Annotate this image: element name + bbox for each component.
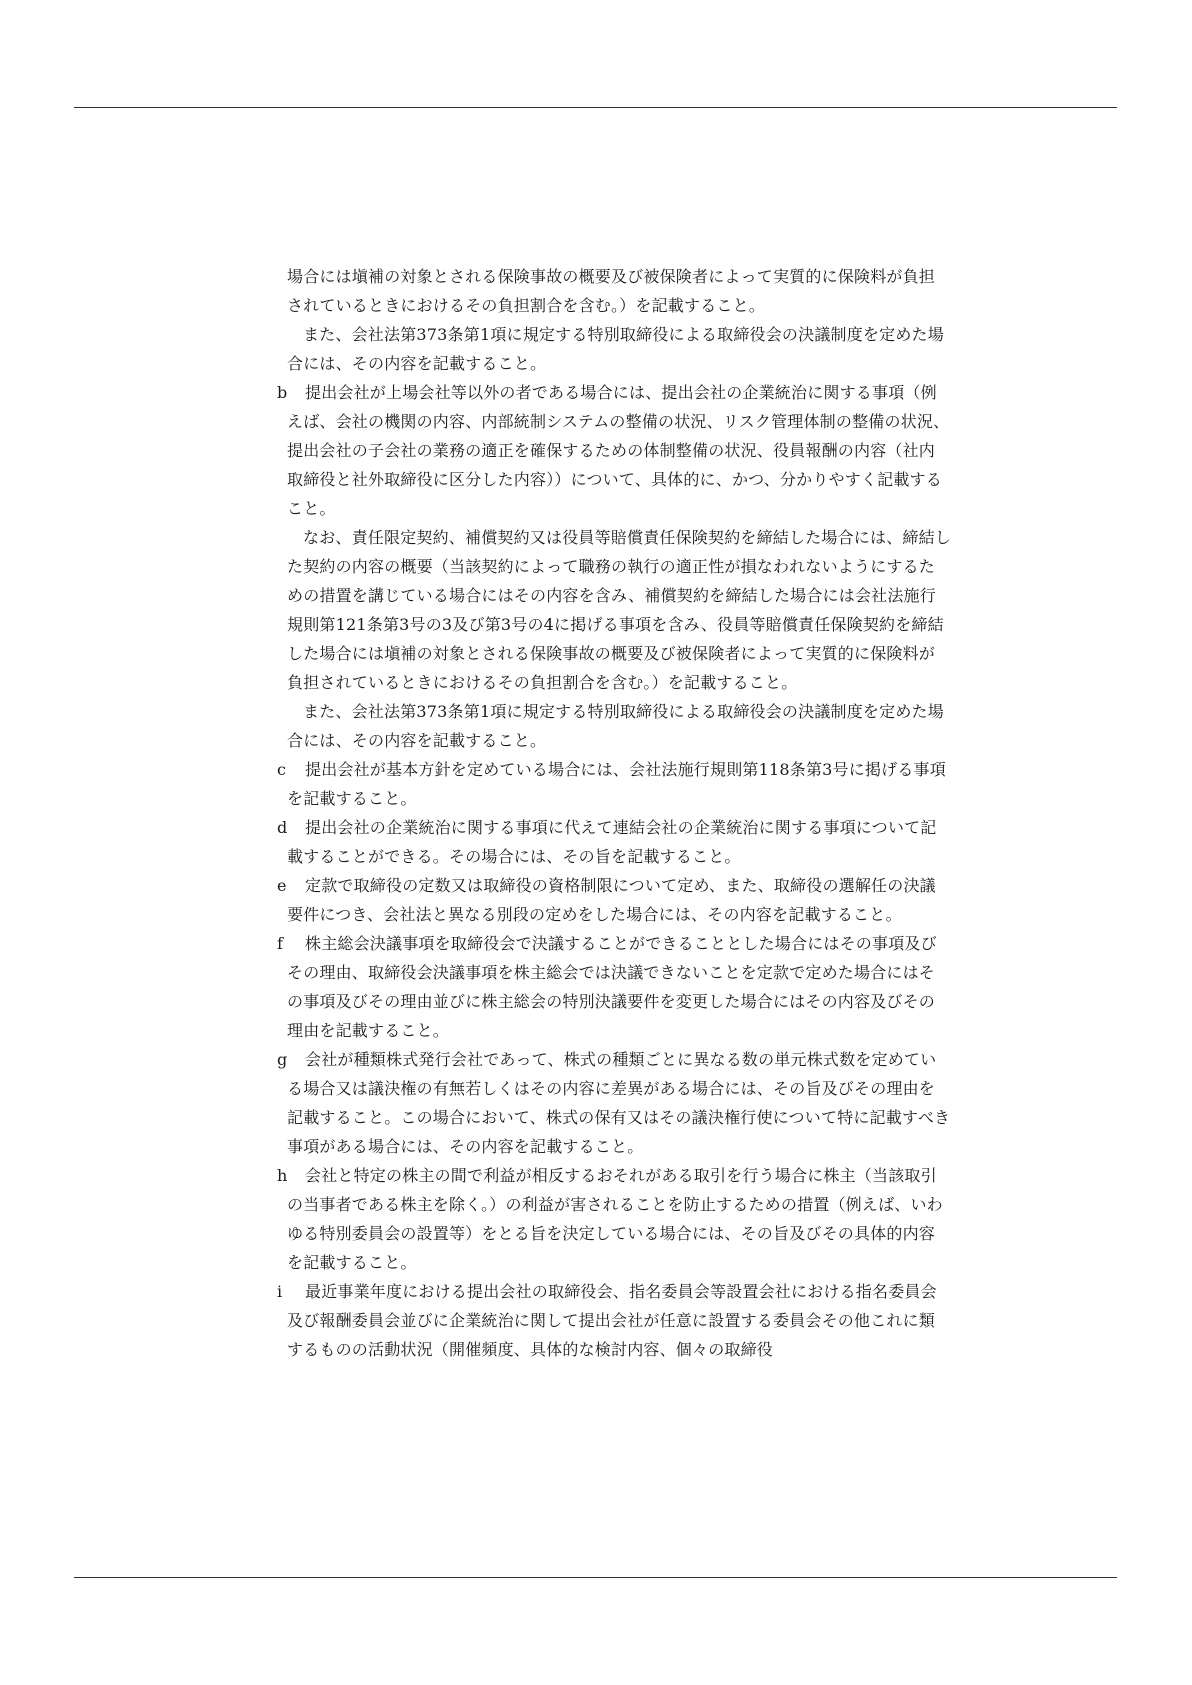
list-item-text: 定款で取締役の定数又は取締役の資格制限について定め、また、取締役の選解任の決議要件につき、会社法と異なる別段の定めをした場合には、その内容を記載すること。 — [287, 876, 936, 924]
list-item-e — [277, 871, 951, 929]
list-item-text: 株主総会決議事項を取締役会で決議することができることとした場合にはその事項及びその理由、取締役会決議事項を株主総会では決議できないことを定款で定めた場合にはその事項及びその理由並びに株主総会の特別決議要件を変更した場合にはその内容及びその理由を記載すること。 — [287, 934, 937, 1040]
list-item-f — [277, 929, 951, 1045]
list-item-text: 提出会社が上場会社等以外の者である場合には、提出会社の企業統治に関する事項（例えば、会社の機関の内容、内部統制システムの整備の状況、リスク管理体制の整備の状況、提出会社の子会社の業務の適正を確保するための体制整備の状況、役員報酬の内容（社内取締役と社外取締役に区分した内容））について、具体的に、かつ、分かりやすく記載すること。 — [287, 383, 950, 518]
list-item-text: 提出会社の企業統治に関する事項に代えて連結会社の企業統治に関する事項について記載することができる。その場合には、その旨を記載すること。 — [287, 818, 937, 866]
footer-rule — [74, 1577, 1117, 1578]
list-item-b — [277, 378, 951, 523]
header-rule — [74, 107, 1117, 108]
list-item-text: 提出会社が基本方針を定めている場合には、会社法施行規則第118条第3号に掲げる事項を記載すること。 — [287, 760, 946, 808]
indented-paragraph: また、会社法第373条第1項に規定する特別取締役による取締役会の決議制度を定めた場合には、その内容を記載すること。 — [287, 702, 944, 750]
list-item-d — [277, 813, 951, 871]
list-item-marker: i — [277, 1282, 283, 1301]
list-item-marker: b — [277, 383, 288, 402]
list-item-marker: c — [277, 760, 287, 779]
list-item-marker: e — [277, 876, 287, 895]
list-item-g — [277, 1045, 951, 1161]
list-item-i — [277, 1277, 951, 1364]
continuation-paragraph: 場合には塡補の対象とされる保険事故の概要及び被保険者によって実質的に保険料が負担されているときにおけるその負担割合を含む。）を記載すること。 — [287, 267, 936, 315]
list-item-marker: d — [277, 818, 288, 837]
list-item-text: 会社が種類株式発行会社であって、株式の種類ごとに異なる数の単元株式数を定めている場合又は議決権の有無若しくはその内容に差異がある場合には、その旨及びその理由を記載すること。この場合において、株式の保有又はその議決権行使について特に記載すべき事項がある場合には、その内容を記載すること。 — [287, 1050, 951, 1156]
indented-paragraph: また、会社法第373条第1項に規定する特別取締役による取締役会の決議制度を定めた場合には、その内容を記載すること。 — [287, 325, 944, 373]
list-item-marker: h — [277, 1166, 288, 1185]
list-item-marker: f — [277, 934, 284, 953]
indented-paragraph: なお、責任限定契約、補償契約又は役員等賠償責任保険契約を締結した場合には、締結した契約の内容の概要（当該契約によって職務の執行の適正性が損なわれないようにするための措置を講じている場合にはその内容を含み、補償契約を締結した場合には会社法施行規則第121条第3号の3及び第3号の4に掲げる事項を含み、役員等賠償責任保険契約を締結した場合には塡補の対象とされる保険事故の概要及び被保険者によって実質的に保険料が負担されているときにおけるその負担割合を含む。）を記載すること。 — [287, 528, 952, 692]
list-item-c — [277, 755, 951, 813]
list-item-h — [277, 1161, 951, 1277]
list-item-text: 最近事業年度における提出会社の取締役会、指名委員会等設置会社における指名委員会及び報酬委員会並びに企業統治に関して提出会社が任意に設置する委員会その他これに類するものの活動状況（開催頻度、具体的な検討内容、個々の取締役 — [287, 1282, 937, 1359]
list-item-marker: g — [277, 1050, 288, 1069]
document-body — [277, 262, 951, 1364]
list-item-text: 会社と特定の株主の間で利益が相反するおそれがある取引を行う場合に株主（当該取引の当事者である株主を除く。）の利益が害されることを防止するための措置（例えば、いわゆる特別委員会の設置等）をとる旨を決定している場合には、その旨及びその具体的内容を記載すること。 — [287, 1166, 943, 1272]
